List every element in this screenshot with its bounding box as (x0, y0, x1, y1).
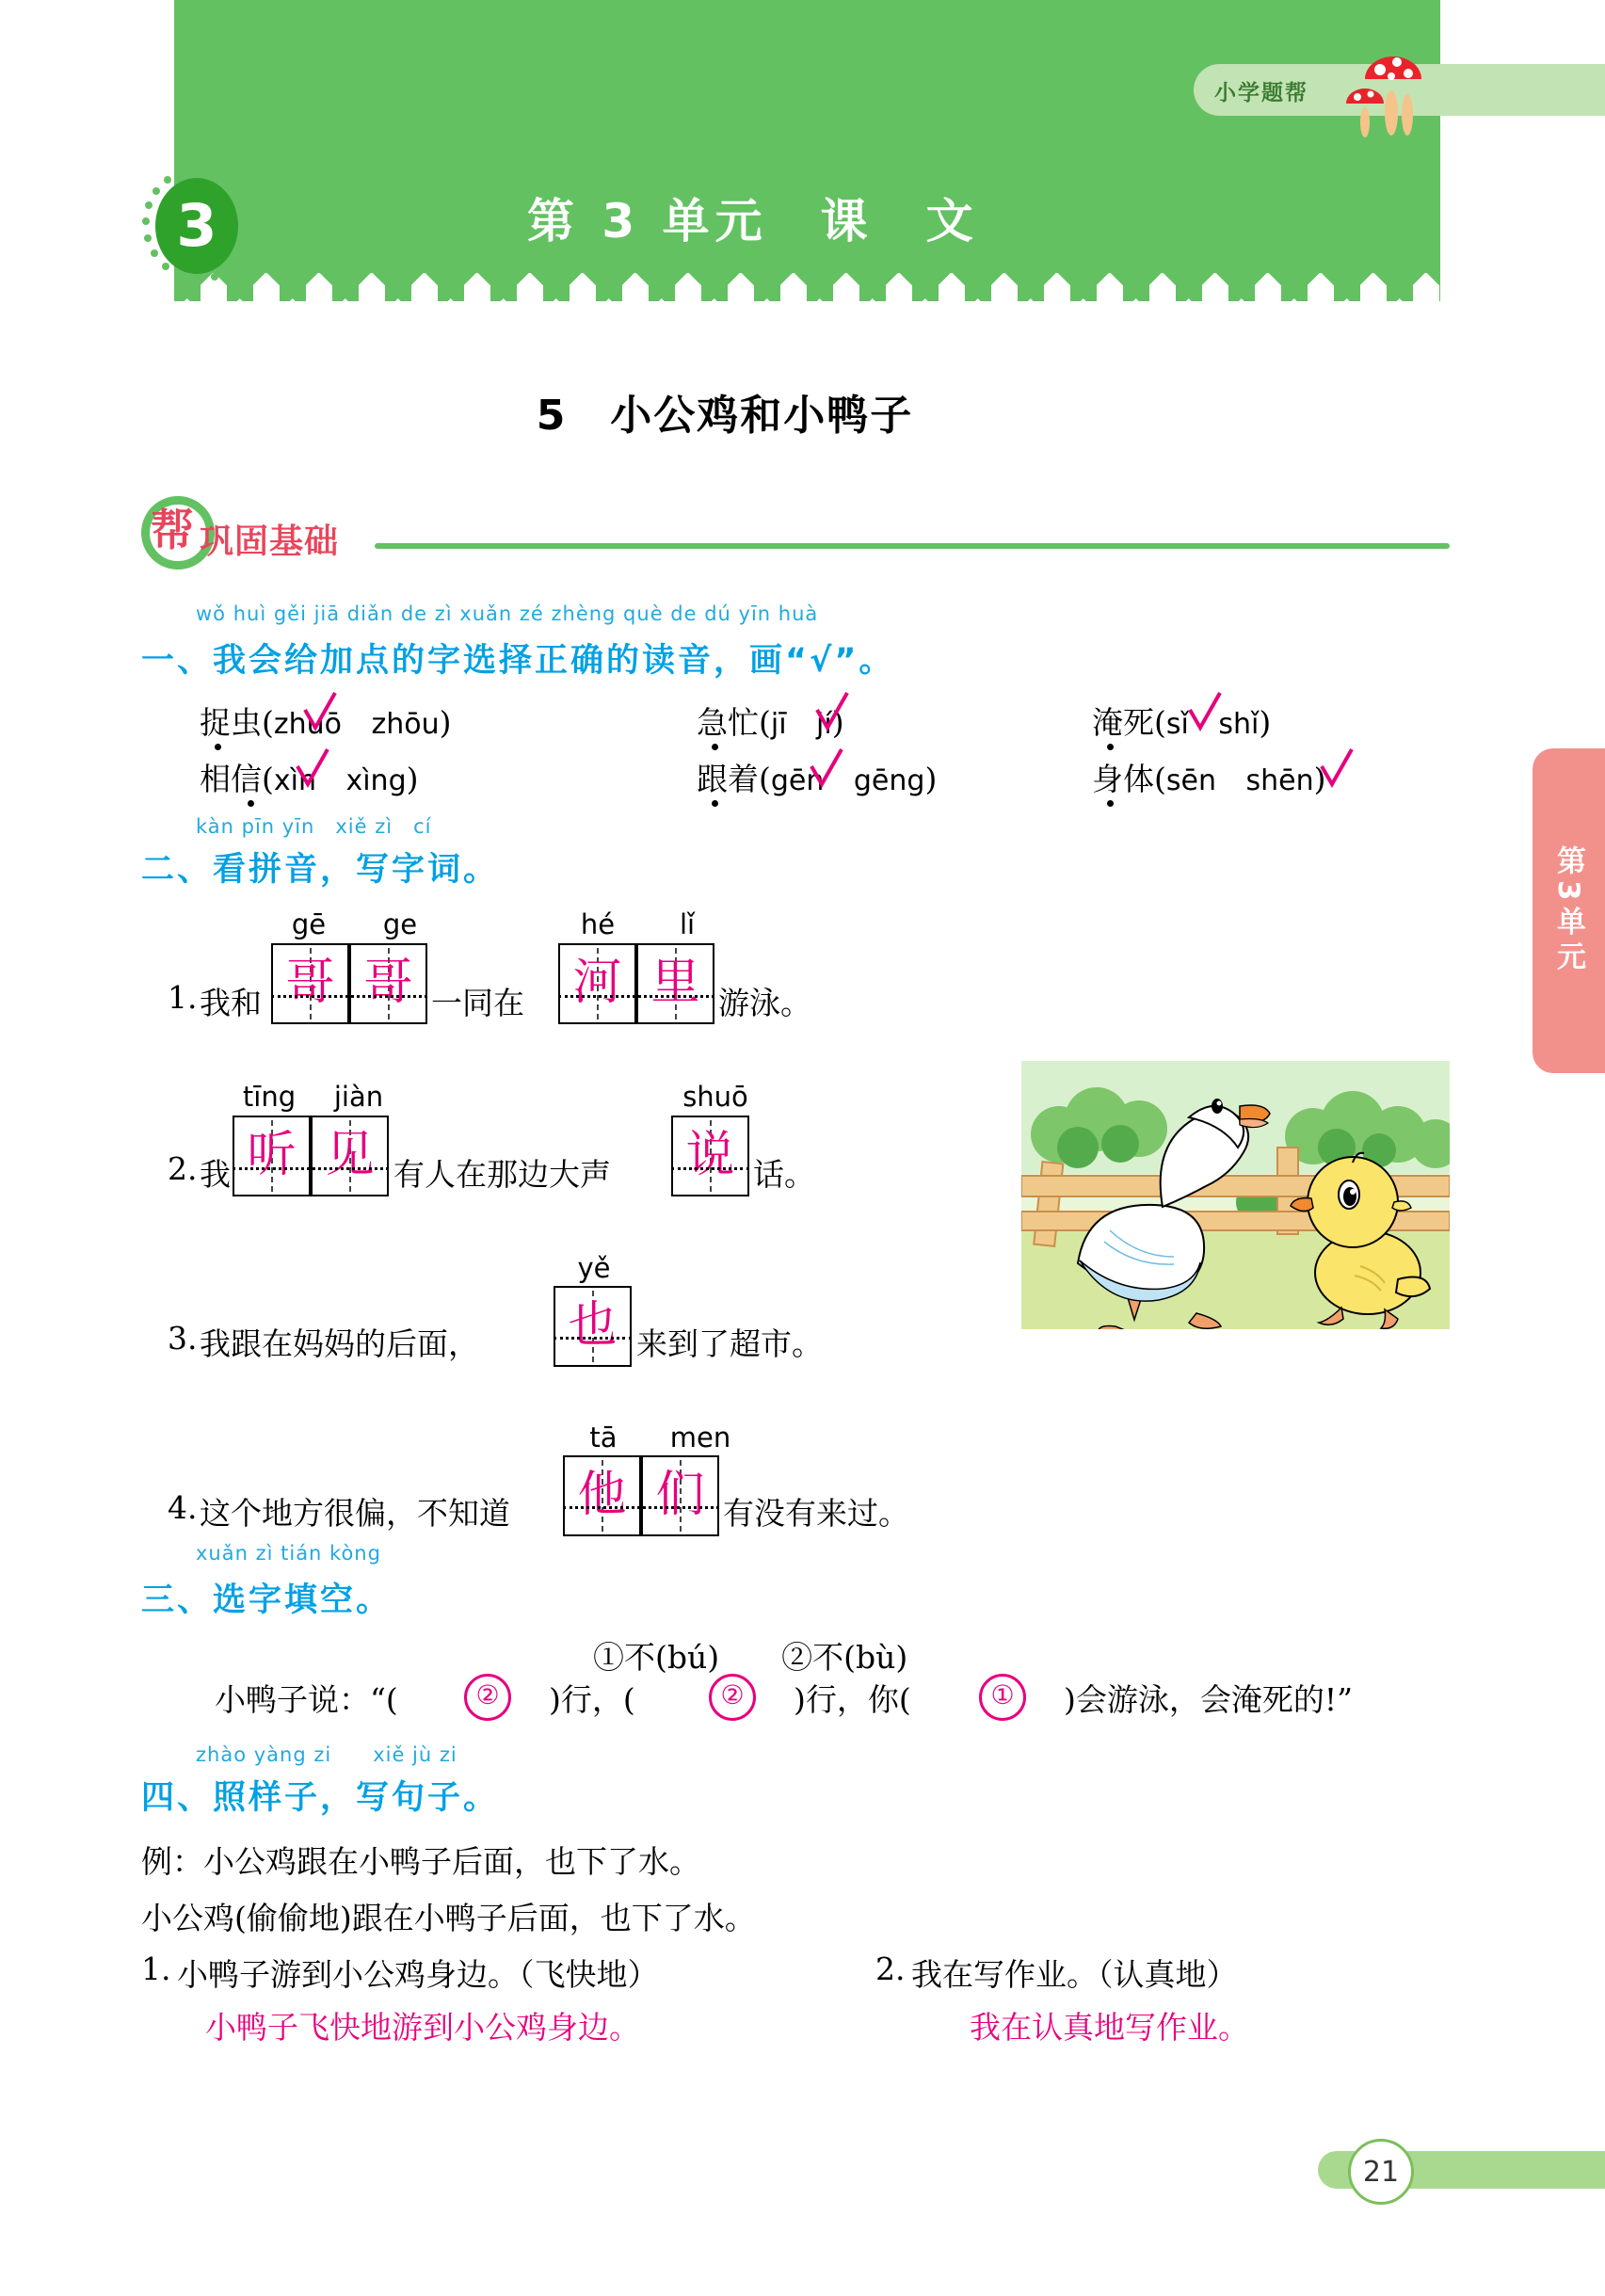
sentence-q3-prefix: 我跟在妈妈的后面， (200, 1325, 479, 1362)
sentence-q3-suffix: 来到了超市。 (636, 1325, 823, 1362)
grid-pinyin-q1-a2: ge (382, 908, 418, 940)
lesson-illustration (1019, 1059, 1452, 1331)
answer-dotline (271, 995, 427, 998)
grid-pinyin-q2-a1: tīng (242, 1081, 297, 1113)
exercise-3-sentence-part-4: )会游泳，会淹死的!” (1064, 1681, 1354, 1718)
grid-pinyin-q4-a1: tā (589, 1421, 618, 1453)
write-grid-q2-a2[interactable] (311, 1116, 389, 1196)
exercise-4-example-prompt: 例：小公鸡跟在小鸭子后面，也下了水。 (141, 1843, 700, 1880)
grid-answer: 里 (650, 954, 700, 1011)
grid-answer: 见 (325, 1126, 375, 1183)
exercise-3-options: ①不(bú) ②不(bù) (593, 1639, 908, 1676)
side-unit-tab-label: 第3单元 (1551, 845, 1585, 976)
section-divider (375, 543, 1450, 549)
choice-option-5b[interactable]: gēng (853, 764, 925, 797)
grid-pinyin-q1-b2: lǐ (679, 908, 696, 940)
check-mark-2 (811, 689, 851, 732)
unit-number: 3 (176, 191, 217, 260)
lesson-title: 5 小公鸡和小鸭子 (536, 392, 914, 440)
write-grid-q4-a2[interactable] (641, 1455, 719, 1536)
exercise-4-item-2-answer: 我在认真地写作业。 (970, 2009, 1249, 2046)
page-number: 21 (1348, 2139, 1414, 2205)
emphasis-dot (712, 744, 718, 750)
sentence-q3-number: 3. (168, 1320, 198, 1357)
exercise-1-heading (196, 602, 818, 625)
exercise-3-pinyin: xuǎn zì tián kòng (196, 1542, 381, 1565)
exercise-3-answer-2[interactable]: ② (709, 1674, 756, 1721)
choice-option-3b[interactable]: shǐ (1218, 708, 1260, 741)
page-header (0, 0, 1605, 325)
choice-item-5[interactable]: 跟着(gēn gēng) (697, 761, 938, 797)
mushroom-icon (1318, 45, 1431, 139)
sentence-q4-number: 4. (168, 1489, 198, 1526)
check-mark-4 (292, 746, 331, 789)
emphasis-dot (248, 800, 254, 807)
check-mark-3 (1184, 689, 1224, 732)
exercise-4-item-2-prompt: 我在写作业。（认真地） (911, 1956, 1238, 1993)
exercise-4-pinyin: zhào yàng zi xiě jù zi (196, 1743, 457, 1766)
choice-option-6a[interactable]: sēn (1165, 764, 1216, 797)
choice-item-3[interactable]: 淹死(sǐ shǐ) (1092, 704, 1272, 741)
answer-dotline (554, 1337, 632, 1340)
grid-answer: 说 (685, 1126, 735, 1183)
choice-item-4[interactable]: 相信(xìn xìng) (200, 761, 419, 797)
choice-item-6[interactable]: 身体(sēn shēn) (1092, 761, 1326, 797)
exercise-4-item-1-number: 1. (141, 1951, 171, 1987)
exercise-2-pinyin: kàn pīn yīn xiě zì cí (196, 815, 432, 838)
choice-option-1b[interactable]: zhōu (371, 708, 440, 741)
write-grid-q2-a1[interactable] (233, 1116, 311, 1196)
exercise-1-pinyin: wǒ huì gěi jiā diǎn de zì xuǎn zé zhèng què de dú yīn huà (196, 602, 819, 625)
grid-pinyin-q2-b1: shuō (682, 1081, 748, 1113)
choice-word-1: 捉虫 (200, 704, 262, 741)
exercise-4-item-1-answer: 小鸭子飞快地游到小公鸡身边。 (205, 2009, 640, 2046)
choice-option-3a[interactable]: sǐ (1165, 708, 1189, 741)
choice-word-4: 相信 (200, 761, 262, 797)
exercise-3-sentence-part-1: 小鸭子说：“( (215, 1681, 398, 1718)
answer-dotline (233, 1167, 389, 1170)
write-grid-q3-a1[interactable] (554, 1286, 632, 1367)
grid-pinyin-q3-a1: yě (577, 1252, 611, 1284)
sentence-q4-suffix: 有没有来过。 (723, 1495, 909, 1532)
answer-dotline (671, 1167, 749, 1170)
grid-pinyin-q4-a2: men (669, 1421, 731, 1453)
choice-option-5a[interactable]: gēn (770, 764, 825, 797)
section-header (141, 504, 1450, 560)
grid-answer: 哥 (363, 954, 413, 1011)
choice-word-6: 身体 (1092, 761, 1154, 797)
grid-pinyin-q1-b1: hé (580, 908, 616, 940)
choice-word-2: 急忙 (697, 704, 759, 741)
exercise-4-example-answer: 小公鸡(偷偷地)跟在小鸭子后面，也下了水。 (141, 1900, 756, 1936)
exercise-4-item-1-prompt: 小鸭子游到小公鸡身边。（飞快地） (177, 1956, 659, 1993)
sentence-q2-middle: 有人在那边大声 (393, 1156, 611, 1193)
exercise-2-label: 二、看拼音，写字词。 (141, 851, 500, 889)
write-grid-q2-b1[interactable] (671, 1116, 749, 1196)
grid-answer: 也 (568, 1296, 618, 1354)
section-badge-char: 帮 (151, 505, 194, 555)
sentence-q2-suffix: 话。 (753, 1156, 815, 1193)
emphasis-dot (1107, 800, 1114, 807)
emphasis-dot (1107, 744, 1114, 750)
exercise-4-item-2-number: 2. (875, 1951, 906, 1987)
unit-badge-circle (155, 178, 238, 274)
exercise-4-label: 四、照样子，写句子。 (141, 1779, 500, 1817)
page-title: 第 3 单元 课 文 (527, 194, 979, 249)
choice-word-5: 跟着 (697, 761, 759, 797)
write-grid-q4-a1[interactable] (563, 1455, 641, 1536)
choice-option-2b[interactable]: jí (816, 708, 832, 741)
sentence-q1-middle: 一同在 (431, 985, 524, 1021)
exercise-1-label: 一、我会给加点的字选择正确的读音，画“√”。 (141, 642, 895, 680)
write-grid-q1-b1[interactable] (558, 943, 636, 1024)
section-title: 巩固基础 (200, 522, 340, 561)
grid-answer: 河 (572, 954, 622, 1011)
grid-answer: 们 (655, 1466, 705, 1523)
exercise-3-sentence-part-3: )行，你( (794, 1681, 911, 1718)
write-grid-q1-a2[interactable] (349, 943, 427, 1024)
choice-option-2a[interactable]: jī (770, 708, 787, 741)
sentence-q1-suffix: 游泳。 (718, 985, 811, 1021)
answer-dotline (558, 995, 714, 998)
grid-answer: 听 (247, 1126, 297, 1183)
check-mark-1 (299, 689, 339, 732)
duck-and-chick-scene (1021, 1061, 1450, 1329)
choice-option-4b[interactable]: xìng (345, 764, 407, 797)
write-grid-q1-b2[interactable] (636, 943, 714, 1024)
grid-answer: 他 (577, 1466, 627, 1523)
exercise-3-answer-1[interactable]: ② (464, 1674, 511, 1721)
sentence-q4-prefix: 这个地方很偏，不知道 (200, 1495, 510, 1532)
sentence-q2-prefix: 我 (200, 1156, 231, 1193)
exercise-3-answer-3[interactable]: ① (979, 1674, 1026, 1721)
sentence-q1-number: 1. (168, 979, 198, 1016)
brand-tab-label: 小学题帮 (1214, 81, 1308, 105)
exercise-3-sentence-part-2: )行，( (549, 1681, 635, 1718)
sentence-q1-prefix: 我和 (200, 985, 262, 1021)
unit-badge (139, 165, 254, 287)
exercise-3-label: 三、选字填空。 (141, 1582, 393, 1619)
emphasis-dot (215, 744, 221, 750)
check-mark-5 (806, 746, 845, 789)
choice-option-4a[interactable]: xìn (273, 764, 316, 797)
write-grid-q1-a1[interactable] (271, 943, 349, 1024)
choice-word-3: 淹死 (1092, 704, 1154, 741)
emphasis-dot (712, 800, 718, 807)
sentence-q2-number: 2. (168, 1150, 198, 1187)
grid-pinyin-q1-a1: gē (291, 908, 327, 940)
choice-option-1a[interactable]: zhuō (273, 708, 343, 741)
header-zigzag-edge (174, 269, 1440, 301)
side-unit-tab (1533, 748, 1605, 1073)
choice-option-6b[interactable]: shēn (1245, 764, 1314, 797)
grid-pinyin-q2-a2: jiàn (333, 1081, 384, 1113)
grid-answer: 哥 (285, 954, 335, 1011)
check-mark-6 (1316, 746, 1356, 789)
choice-item-2[interactable]: 急忙(jī jí) (697, 704, 844, 741)
choice-item-1[interactable]: 捉虫(zhuō zhōu) (200, 704, 452, 741)
answer-dotline (563, 1506, 719, 1509)
